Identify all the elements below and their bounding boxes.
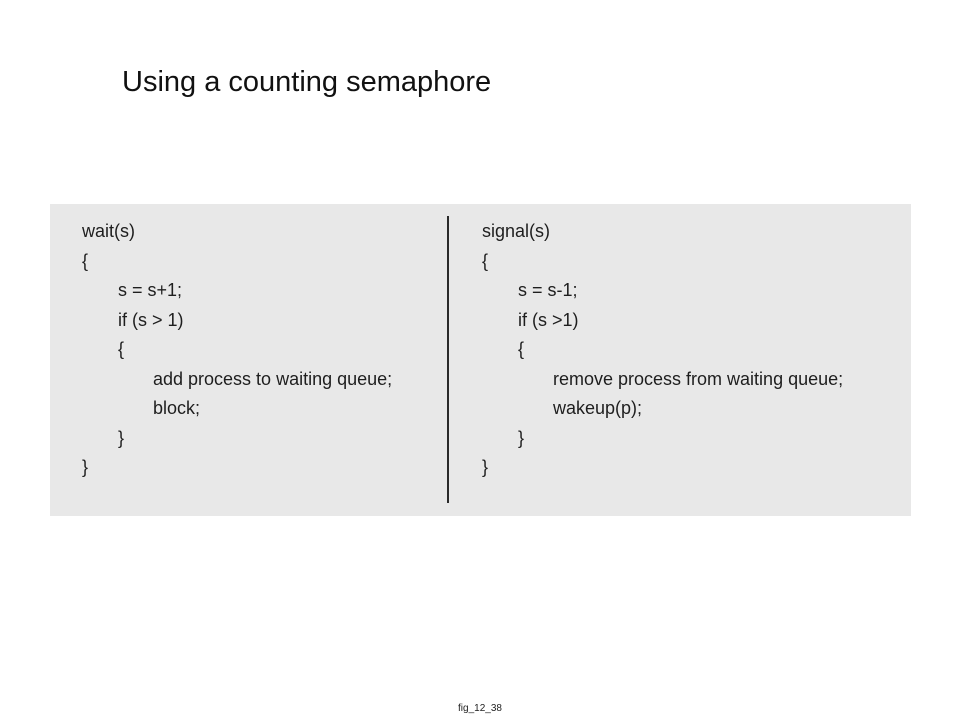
code-line: signal(s) bbox=[482, 221, 551, 241]
code-line: wait(s) bbox=[82, 221, 135, 241]
code-line: remove process from waiting queue; bbox=[553, 368, 844, 389]
code-line: wakeup(p); bbox=[553, 398, 643, 418]
code-line: } bbox=[82, 457, 89, 477]
code-line: s = s-1; bbox=[518, 280, 578, 300]
code-line: { bbox=[482, 250, 489, 271]
code-line: { bbox=[82, 250, 89, 271]
code-line: if (s > 1) bbox=[118, 309, 184, 330]
signal-code-block bbox=[482, 217, 843, 483]
code-panel bbox=[50, 204, 911, 516]
code-line: { bbox=[518, 339, 525, 359]
code-line: s = s+1; bbox=[118, 280, 183, 300]
code-line: } bbox=[118, 427, 125, 448]
figure-caption: fig_12_38 bbox=[458, 703, 502, 714]
wait-code-block bbox=[82, 217, 392, 483]
code-line: add process to waiting queue; bbox=[153, 368, 393, 389]
slide-title: Using a counting semaphore bbox=[122, 66, 492, 98]
code-line: } bbox=[482, 457, 489, 477]
code-line: if (s >1) bbox=[518, 309, 579, 330]
code-line: block; bbox=[153, 398, 201, 418]
code-line: } bbox=[518, 427, 525, 448]
code-line: { bbox=[118, 339, 125, 359]
column-divider bbox=[447, 216, 449, 503]
